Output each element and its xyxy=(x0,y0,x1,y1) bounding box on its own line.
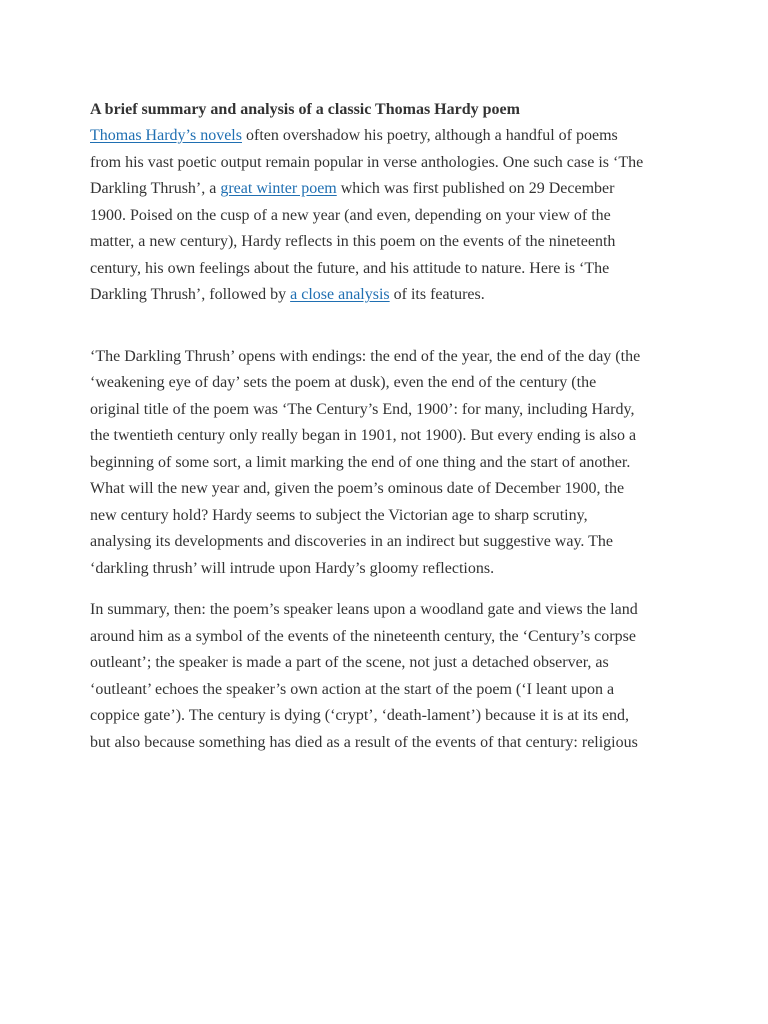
intro-line-5: matter, a new century), Hardy reflects in this poem on the events of the nineteenth xyxy=(90,233,616,250)
intro-line-7-post: of its features. xyxy=(389,286,485,303)
summary-paragraph xyxy=(90,597,690,756)
summary-line: but also because something has died as a result of the events of that century: religious xyxy=(90,733,638,751)
analysis-line: the twentieth century only really began in 1901, not 1900). But every ending is also a xyxy=(90,427,637,444)
intro-line-3-pre: Darkling Thrush’, a xyxy=(90,180,221,197)
great-winter-poem-link[interactable]: great winter poem xyxy=(220,180,337,197)
intro-line-1-text: often overshadow his poetry, although a handful of poems xyxy=(241,127,618,144)
summary-line: ‘outleant’ echoes the speaker’s own action at the start of the poem (‘I leant upon a xyxy=(90,680,615,698)
intro-line-7-pre: Darkling Thrush’, followed by xyxy=(90,286,291,303)
intro-line-7 xyxy=(90,282,690,309)
analysis-line: original title of the poem was ‘The Century’s End, 1900’: for many, including Hardy, xyxy=(90,400,635,418)
close-analysis-link[interactable]: a close analysis xyxy=(290,286,390,303)
intro-line-6: century, his own feelings about the future, and his attitude to nature. Here is ‘The xyxy=(90,259,610,277)
intro-line-3-post: which was first published on 29 December xyxy=(336,180,615,197)
analysis-paragraph xyxy=(90,344,690,583)
analysis-line: What will the new year and, given the poem’s ominous date of December 1900, the xyxy=(90,480,625,497)
intro-line-4: 1900. Poised on the cusp of a new year (and even, depending on your view of the xyxy=(90,206,611,224)
summary-line: outleant’; the speaker is made a part of the scene, not just a detached observer, as xyxy=(90,654,609,671)
article xyxy=(90,97,690,756)
analysis-line: ‘darkling thrush’ will intrude upon Hardy’s gloomy reflections. xyxy=(90,559,495,577)
article-heading: A brief summary and analysis of a classic Thomas Hardy poem xyxy=(90,101,520,118)
intro-line-2: from his vast poetic output remain popular in verse anthologies. One such case is ‘The xyxy=(90,153,644,171)
analysis-line: beginning of some sort, a limit marking the end of one thing and the start of another. xyxy=(90,453,631,471)
summary-line: In summary, then: the poem’s speaker leans upon a woodland gate and views the land xyxy=(90,601,638,618)
summary-line: around him as a symbol of the events of the nineteenth century, the ‘Century’s corpse xyxy=(90,627,636,645)
summary-line: coppice gate’). The century is dying (‘crypt’, ‘death-lament’) because it is at its end, xyxy=(90,707,630,724)
intro-line-1 xyxy=(90,123,690,150)
thomas-hardy-novels-link[interactable]: Thomas Hardy’s novels xyxy=(90,127,242,144)
analysis-line: ‘weakening eye of day’ sets the poem at dusk), even the end of the century (the xyxy=(90,374,597,391)
intro-paragraph xyxy=(90,123,690,309)
analysis-line: new century hold? Hardy seems to subject the Victorian age to sharp scrutiny, xyxy=(90,506,588,524)
analysis-line: ‘The Darkling Thrush’ opens with endings: the end of the year, the end of the day (the xyxy=(90,347,641,365)
analysis-line: analysing its developments and discoveries in an indirect but suggestive way. The xyxy=(90,533,613,550)
intro-line-3 xyxy=(90,176,690,203)
